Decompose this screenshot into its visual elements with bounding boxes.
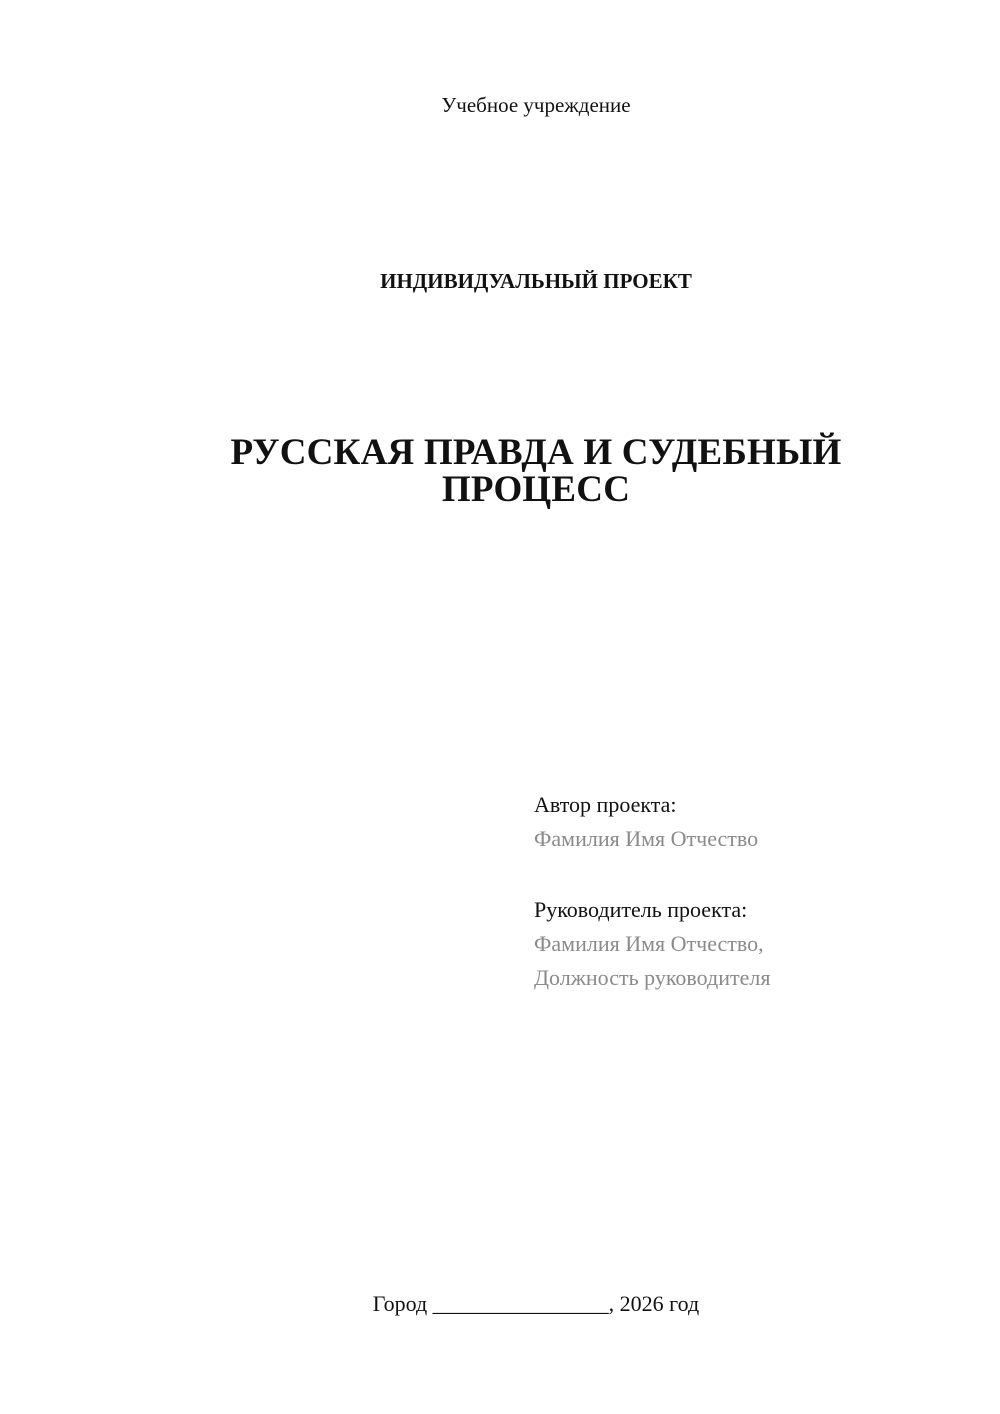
project-title-line-1: РУССКАЯ ПРАВДА И СУДЕБНЫЙ [230,432,842,473]
supervisor-position-placeholder: Должность руководителя [534,965,771,990]
supervisor-name-placeholder: Фамилия Имя Отчество, [534,931,764,956]
author-label: Автор проекта: [534,792,677,817]
project-title-line-2: ПРОЦЕСС [441,469,631,510]
supervisor-label: Руководитель проекта: [534,897,748,922]
author-name-placeholder: Фамилия Имя Отчество [534,826,759,851]
city-year-line: Город ________________, 2026 год [372,1291,700,1316]
institution-name: Учебное учреждение [441,93,631,117]
project-title [180,434,892,508]
info-spacer [534,856,954,893]
project-info-block [534,788,954,995]
document-type: ИНДИВИДУАЛЬНЫЙ ПРОЕКТ [380,269,692,293]
